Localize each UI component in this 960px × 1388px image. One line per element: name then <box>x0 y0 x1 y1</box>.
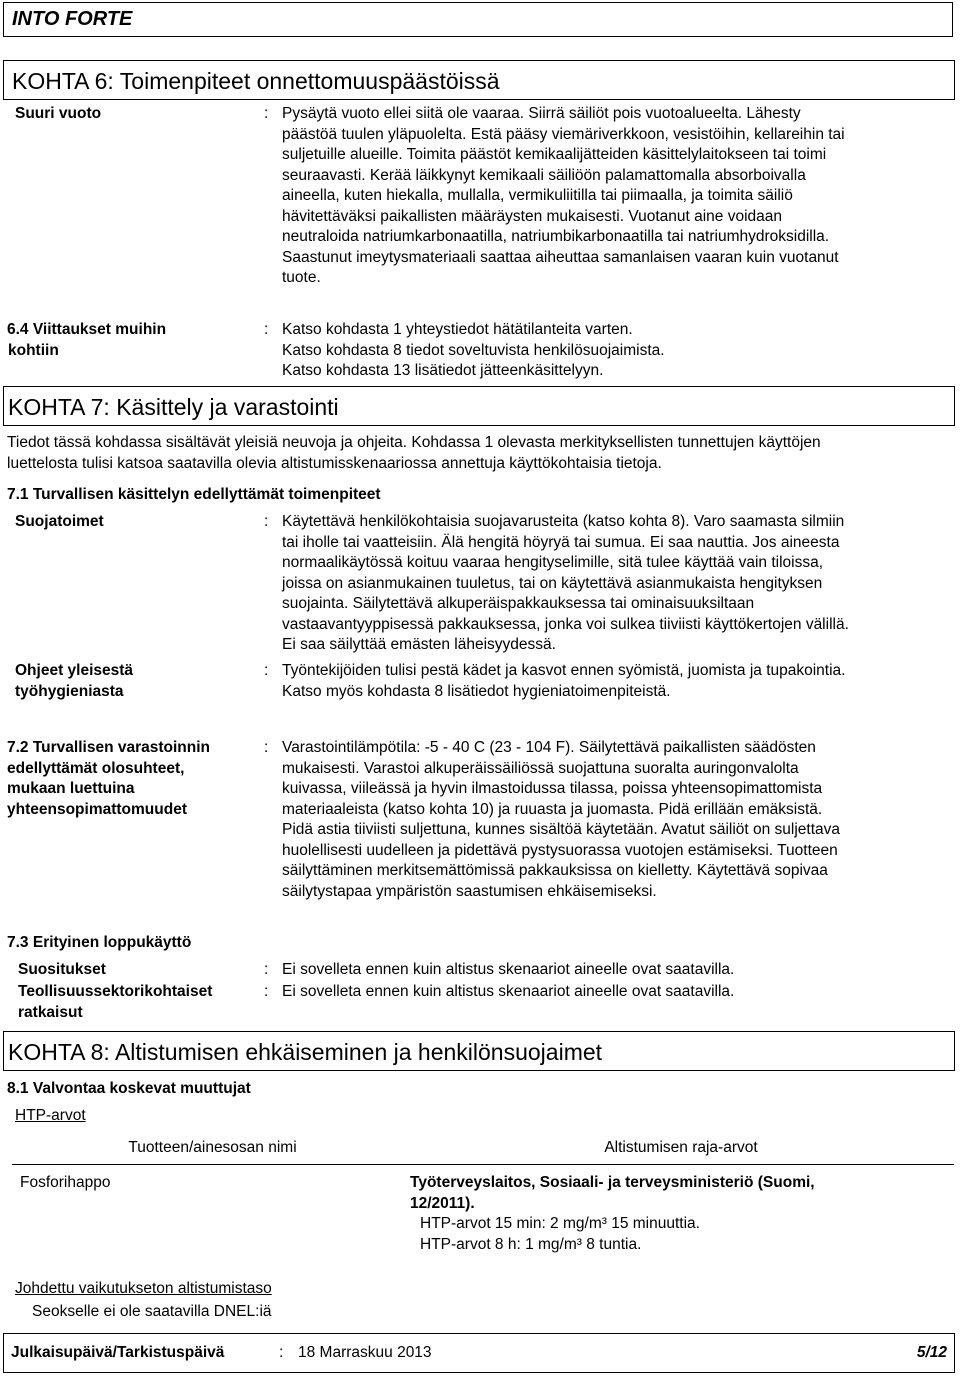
text-line: mukaisesti. Varastoi alkuperäissäiliössä suojattuna suoralta auringonvalolta <box>282 759 799 777</box>
text-line: kuivassa, viileässä ja hyvin ilmastoidussa tilassa, poissa yhteensopimattomista <box>282 780 823 797</box>
industrial-label <box>18 982 212 1023</box>
table-header-limits: Altistumisen raja-arvot <box>604 1139 758 1156</box>
large-spill-text <box>282 104 952 289</box>
protective-measures-label: Suojatoimet <box>15 513 104 530</box>
product-name: INTO FORTE <box>12 8 133 30</box>
text-line: Katso kohdasta 13 lisätiedot jätteenkäsittelyyn. <box>282 362 604 379</box>
colon: : <box>264 961 269 978</box>
text-line: Tiedot tässä kohdassa sisältävät yleisiä neuvoja ja ohjeita. Kohdassa 1 olevasta merkityksellisten tunnettujen käyttöjen <box>7 434 821 451</box>
dnel-text: Seokselle ei ole saatavilla DNEL:iä <box>32 1303 272 1320</box>
section-6-header <box>3 60 955 100</box>
label-line: Ohjeet yleisestä <box>15 662 134 679</box>
label-line: ratkaisut <box>18 1003 83 1021</box>
storage-label <box>7 738 210 820</box>
table-header-rule <box>12 1164 954 1165</box>
text-line: normaalikäytössä koituu vaaraa hengityselimille, sitä tulee käyttää vain tiloissa, <box>282 554 824 571</box>
text-line: materiaaleista (katso kohta 10) ja ruuasta ja juomasta. Pidä erillään emäksistä. <box>282 800 823 818</box>
text-line: luettelosta tulisi katsoa saatavilla olevia altistumisskenaariossa annettuja käyttökohtaisia tietoja. <box>7 454 662 472</box>
text-line: Pidä astia tiiviisti suljettuna, kunnes sisältöä käytetään. Avatut säiliöt on suljettava <box>282 821 841 838</box>
footer-date-label: Julkaisupäivä/Tarkistuspäivä <box>11 1344 225 1361</box>
colon: : <box>264 321 269 338</box>
subsection-7-3-title: 7.3 Erityinen loppukäyttö <box>7 934 192 951</box>
references-text <box>282 320 665 382</box>
subsection-8-1-title: 8.1 Valvontaa koskevat muuttujat <box>7 1080 251 1097</box>
text-line: tai iholle tai vaatteisiin. Älä hengitä höyryä tai sumua. Ei saa nauttia. Jos aineesta <box>282 533 840 551</box>
text-line: päästöä tuulen yläpuolelta. Estä pääsy viemäriverkkoon, vesistöihin, kellareihin tai <box>282 125 845 143</box>
text-line: Katso kohdasta 1 yhteystiedot hätätilanteita varten. <box>282 321 633 338</box>
hygiene-label <box>15 661 133 702</box>
large-spill-label: Suuri vuoto <box>15 105 102 122</box>
section-8-title: KOHTA 8: Altistumisen ehkäiseminen ja henkilönsuojaimet <box>8 1039 603 1065</box>
text-line: 12/2011). <box>410 1194 475 1212</box>
colon: : <box>264 983 269 1000</box>
text-line: Katso myös kohdasta 8 lisätiedot hygieniatoimenpiteistä. <box>282 682 671 700</box>
page-number: 5/12 <box>916 1344 947 1361</box>
text-line: Katso kohdasta 8 tiedot soveltuvista henkilösuojaimista. <box>282 341 665 359</box>
text-line: Työntekijöiden tulisi pestä kädet ja kasvot ennen syömistä, juomista ja tupakointia. <box>282 662 846 679</box>
text-line: joissa on asianmukainen tuuletus, tai on käytettävä asianmukaista hengityksen <box>282 574 823 592</box>
footer-colon: : <box>279 1344 284 1361</box>
label-line: mukaan luettuina <box>7 780 135 797</box>
dnel-heading: Johdettu vaikutukseton altistumistaso <box>15 1280 272 1297</box>
text-line: huolellisesti uudelleen ja pidettävä pystysuorassa vuotojen estämiseksi. Tuotteen <box>282 841 838 859</box>
text-line: Varastointilämpötila: -5 - 40 C (23 - 104 F). Säilytettävä paikallisten säädösten <box>282 739 816 756</box>
label-line: kohtiin <box>8 341 59 359</box>
text-line: Pysäytä vuoto ellei siitä ole vaaraa. Siirrä säiliöt pois vuotoalueelta. Lähesty <box>282 105 801 122</box>
label-line: 6.4 Viittaukset muihin <box>7 321 167 338</box>
hygiene-text <box>282 661 845 702</box>
text-line: seuraavasti. Kerää läikkynyt kemikaali säiliöön palamattomalla absorboivalla <box>282 166 806 184</box>
footer-date: 18 Marraskuu 2013 <box>298 1344 432 1361</box>
text-line: HTP-arvot 8 h: 1 mg/m³ 8 tuntia. <box>420 1235 642 1253</box>
text-line: suljetuille alueille. Toimita päästöt kemikaalijätteiden käsittelylaitokseen tai toimi <box>282 146 827 163</box>
text-line: vastaavantyyppisessä pakkauksessa, jonka voi sulkea tiiviisti käyttökertojen välillä. <box>282 615 849 633</box>
recommendations-label: Suositukset <box>18 961 106 978</box>
text-line: säilytystapaa ympäristön saastumisen ehkäisemiseksi. <box>282 882 657 900</box>
protective-measures-text <box>282 512 952 656</box>
text-line: aineella, kuten hiekalla, mullalla, vermikuliitilla tai piimaalla, ja toimita säiliö <box>282 187 793 204</box>
colon: : <box>264 662 269 679</box>
references-label <box>7 320 166 361</box>
industrial-text: Ei sovelleta ennen kuin altistus skenaariot aineelle ovat saatavilla. <box>282 983 735 1000</box>
colon: : <box>264 739 269 756</box>
subsection-7-1-title: 7.1 Turvallisen käsittelyn edellyttämät toimenpiteet <box>7 486 381 503</box>
table-cell-substance: Fosforihappo <box>20 1174 111 1191</box>
section-7-title: KOHTA 7: Käsittely ja varastointi <box>8 394 339 420</box>
section-7-intro <box>7 433 955 474</box>
text-line: Käytettävä henkilökohtaisia suojavarusteita (katso kohta 8). Varo saamasta silmiin <box>282 513 845 530</box>
section-8-header <box>3 1031 955 1071</box>
text-line: suojainta. Säilytettävä alkuperäispakkauksessa tai ominaisuuksiltaan <box>282 595 755 612</box>
text-line: säilyttäminen merkitsemättömissä pakkauksissa on kielletty. Käytettävä sopivaa <box>282 862 828 879</box>
text-line: tuote. <box>282 269 321 286</box>
document-footer <box>3 1333 955 1373</box>
table-cell-limits <box>410 1173 815 1255</box>
storage-text <box>282 738 952 902</box>
recommendations-text: Ei sovelleta ennen kuin altistus skenaariot aineelle ovat saatavilla. <box>282 961 735 978</box>
text-line: Työterveyslaitos, Sosiaali- ja terveysministeriö (Suomi, <box>410 1174 815 1191</box>
section-6-title: KOHTA 6: Toimenpiteet onnettomuuspäästöissä <box>12 68 500 94</box>
text-line: hävitettäväksi paikallisten määräysten mukaisesti. Vuotanut aine voidaan <box>282 207 783 225</box>
text-line: Ei saa säilyttää emästen läheisyydessä. <box>282 636 556 653</box>
htp-heading: HTP-arvot <box>15 1107 86 1124</box>
text-line: neutraloida natriumkarbonaatilla, natriumbikarbonaatilla tai natriumhydroksidilla. <box>282 228 830 245</box>
colon: : <box>264 105 269 122</box>
colon: : <box>264 513 269 530</box>
document-header <box>3 2 953 37</box>
text-line: HTP-arvot 15 min: 2 mg/m³ 15 minuuttia. <box>420 1215 700 1232</box>
label-line: Teollisuussektorikohtaiset <box>18 983 213 1000</box>
label-line: työhygieniasta <box>15 682 124 700</box>
label-line: edellyttämät olosuhteet, <box>7 759 185 777</box>
table-header-name: Tuotteen/ainesosan nimi <box>128 1139 297 1156</box>
text-line: Saastunut imeytysmateriaali saattaa aiheuttaa samanlaisen vaaran kuin vuotanut <box>282 248 839 266</box>
label-line: 7.2 Turvallisen varastoinnin <box>7 739 211 756</box>
section-7-header <box>3 386 955 426</box>
label-line: yhteensopimattomuudet <box>7 800 187 818</box>
